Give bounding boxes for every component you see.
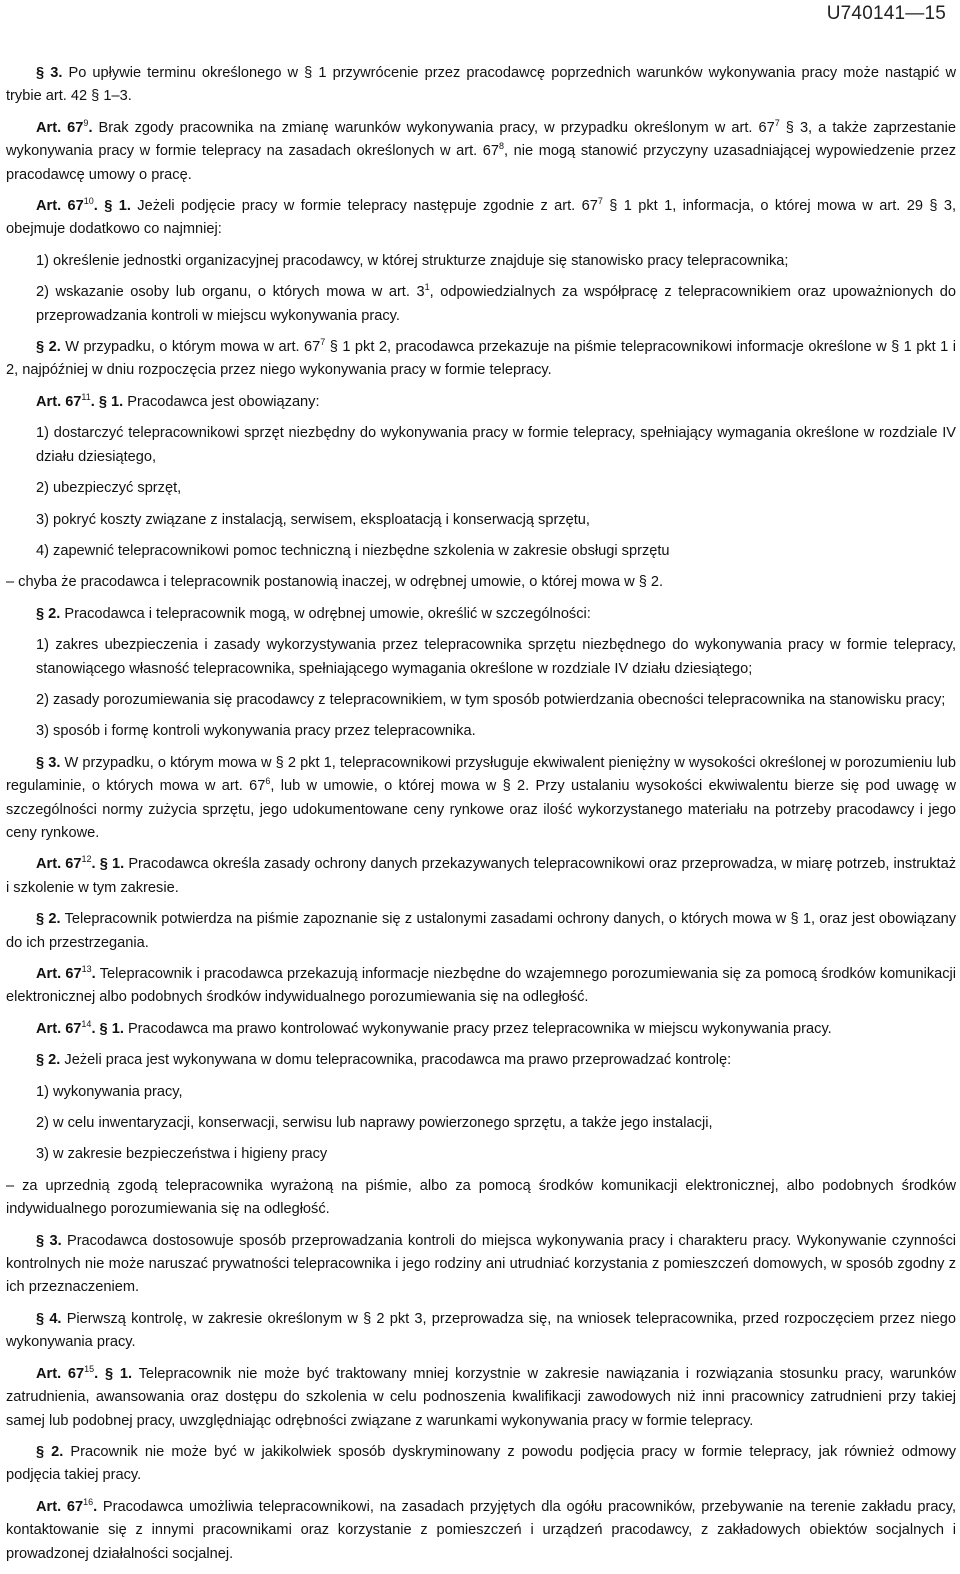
section-marker: § 3. bbox=[36, 1232, 62, 1249]
paragraph-text: Telepracownik i pracodawca przekazują informacje niezbędne do wzajemnego porozumiewania się za pomocą środków komunikacji elektronicznej albo podobnych środków indywidualnego porozumiewania się na odległość. bbox=[6, 966, 957, 1006]
paragraph-text: 3) w zakresie bezpieczeństwa i higieny pracy bbox=[36, 1146, 328, 1163]
paragraph-text: Jeżeli praca jest wykonywana w domu telepracownika, pracodawca ma prawo przeprowadzać kontrolę: bbox=[60, 1052, 732, 1069]
paragraph bbox=[6, 1018, 956, 1041]
paragraph bbox=[6, 1441, 956, 1488]
section-marker: § 3. bbox=[36, 65, 63, 81]
paragraph-text: 2) ubezpieczyć sprzęt, bbox=[36, 480, 182, 497]
list-item bbox=[6, 422, 956, 469]
paragraph bbox=[6, 62, 956, 109]
list-item bbox=[6, 1081, 956, 1104]
section-marker: Art. 67 bbox=[36, 1498, 84, 1515]
paragraph-text: § 1 pkt 1, informacja, o której mowa w art. 29 § 3, obejmuje dodatkowo co najmniej: bbox=[6, 198, 956, 238]
paragraph bbox=[6, 603, 956, 626]
list-item bbox=[6, 250, 956, 273]
section-marker: . § 1. bbox=[93, 198, 131, 215]
paragraph-text: – chyba że pracodawca i telepracownik postanowią inaczej, w odrębnej umowie, o której mowa w § 2. bbox=[6, 574, 664, 591]
list-item bbox=[6, 689, 956, 712]
paragraph bbox=[6, 1049, 956, 1072]
paragraph-text: 1) wykonywania pracy, bbox=[36, 1083, 183, 1100]
section-marker: . bbox=[93, 1498, 98, 1515]
list-item bbox=[6, 720, 956, 743]
paragraph-text: 3) pokryć koszty związane z instalacją, serwisem, eksploatacją i konserwacją sprzętu, bbox=[36, 511, 590, 528]
section-marker: . § 1. bbox=[91, 856, 125, 873]
article-superscript: 1 bbox=[424, 282, 430, 293]
paragraph-text: , lub w umowie, o której mowa w § 2. Przy ustalaniu wysokości ekwiwalentu bierze się pod uwagę w szczególności normy zużycia sprzętu, jego udokumentowane ceny rynkowe oraz ilość wykorzystanego materiału na potrzeby pracodawcy i jego ceny rynkowe. bbox=[6, 778, 956, 841]
section-marker: . bbox=[88, 119, 93, 136]
list-item bbox=[6, 477, 956, 500]
paragraph bbox=[6, 391, 956, 414]
paragraph-text: Brak zgody pracownika na zmianę warunków wykonywania pracy, w przypadku określonym w art. 67 bbox=[92, 119, 775, 136]
paragraph-text: W przypadku, o którym mowa w art. 67 bbox=[60, 339, 321, 356]
article-superscript: 7 bbox=[320, 337, 326, 348]
closing-clause bbox=[6, 1175, 956, 1222]
section-marker: Art. 67 bbox=[36, 856, 82, 873]
paragraph-text: 1) zakres ubezpieczenia i zasady wykorzystywania przez telepracownika sprzętu niezbędnego do wykonywania pracy w formie telepracy, stanowiącego własność telepracownika, spełniającego wymagania określone w rozdziale IV działu dziesiątego; bbox=[36, 637, 956, 677]
paragraph-text: – za uprzednią zgodą telepracownika wyrażoną na piśmie, albo za pomocą środków komunikacji elektronicznej, albo podobnych środków indywidualnego porozumiewania się na odległość. bbox=[6, 1177, 956, 1218]
article-superscript: 13 bbox=[81, 964, 92, 975]
paragraph bbox=[6, 908, 956, 955]
article-superscript: 8 bbox=[499, 141, 505, 152]
section-marker: Art. 67 bbox=[36, 198, 84, 215]
paragraph-text: , nie mogą stanowić przyczyny uzasadniającej wypowiedzenie przez pracodawcę umowy o pracę. bbox=[6, 143, 957, 183]
paragraph-text: 2) wskazanie osoby lub organu, o których mowa w art. 3 bbox=[36, 284, 425, 301]
paragraph-text: Telepracownik nie może być traktowany mniej korzystnie w zakresie nawiązania i rozwiązania stosunku pracy, warunków zatrudnienia, awansowania oraz dostępu do szkolenia w celu podnoszenia kwalifikacji zawodowych niż inni pracownicy zatrudnieni przy takiej samej lub podobnej pracy, uwzględniając odrębności związane z warunkami wykonywania pracy w formie telepracy. bbox=[6, 1365, 956, 1429]
list-item bbox=[6, 634, 956, 681]
section-marker: . § 1. bbox=[90, 393, 124, 410]
paragraph-text: Jeżeli podjęcie pracy w formie telepracy następuje zgodnie z art. 67 bbox=[130, 198, 598, 215]
closing-clause bbox=[6, 571, 956, 594]
paragraph bbox=[6, 1308, 956, 1355]
paragraph-text: Pracodawca jest obowiązany: bbox=[123, 393, 320, 410]
article-superscript: 15 bbox=[84, 1363, 95, 1374]
list-item bbox=[6, 540, 956, 563]
paragraph-text: Pracodawca umożliwia telepracownikowi, na zasadach przyjętych dla ogółu pracowników, przebywanie na terenie zakładu pracy, kontaktowanie się z innymi pracownikami oraz korzystanie z pomieszczeń i urządzeń pracodawcy, z zakładowych obiektów socjalnych i prowadzonej działalności socjalnej. bbox=[6, 1498, 956, 1562]
section-marker: § 3. bbox=[36, 754, 61, 771]
paragraph bbox=[6, 752, 956, 846]
paragraph-text: 2) w celu inwentaryzacji, konserwacji, serwisu lub naprawy powierzonego sprzętu, a także jego instalacji, bbox=[36, 1115, 713, 1132]
paragraph bbox=[6, 853, 956, 900]
paragraph bbox=[6, 195, 956, 242]
section-marker: § 2. bbox=[36, 339, 61, 356]
section-marker: Art. 67 bbox=[36, 1365, 85, 1382]
paragraph-text: 1) określenie jednostki organizacyjnej pracodawcy, w której strukturze znajduje się stanowisko pracy telepracownika; bbox=[36, 252, 789, 269]
section-marker: Art. 67 bbox=[36, 966, 82, 982]
section-marker: . § 1. bbox=[94, 1365, 133, 1382]
paragraph bbox=[6, 117, 956, 187]
article-superscript: 16 bbox=[83, 1496, 94, 1507]
article-superscript: 7 bbox=[597, 196, 603, 207]
paragraph bbox=[6, 963, 956, 1010]
paragraph-text: 1) dostarczyć telepracownikowi sprzęt niezbędny do wykonywania pracy w formie telepracy, spełniający wymagania określone w rozdziale IV działu dziesiątego, bbox=[36, 425, 956, 465]
article-superscript: 7 bbox=[774, 117, 780, 128]
paragraph-text: § 3, a także zaprzestanie wykonywania pracy w formie telepracy na zasadach określonych w art. 67 bbox=[6, 119, 957, 160]
list-item bbox=[6, 1143, 956, 1166]
paragraph bbox=[6, 1230, 956, 1300]
document-header-id: U740141—15 bbox=[826, 3, 946, 24]
paragraph-text: Pracodawca określa zasady ochrony danych przekazywanych telepracownikowi oraz przeprowadza, w miarę potrzeb, instruktaż i szkolenie w tym zakresie. bbox=[6, 856, 956, 896]
article-superscript: 6 bbox=[265, 776, 271, 787]
paragraph-text: Pracownik nie może być w jakikolwiek sposób dyskryminowany z powodu podjęcia pracy w formie telepracy, jak również odmowy podjęcia takiej pracy. bbox=[6, 1443, 957, 1484]
paragraph-text: W przypadku, o którym mowa w § 2 pkt 1, telepracownikowi przysługuje ekwiwalent pieniężny w wysokości określonej w porozumieniu lub regulaminie, o których mowa w art. 67 bbox=[6, 754, 956, 795]
paragraph-text: 2) zasady porozumiewania się pracodawcy z telepracownikiem, w tym sposób potwierdzania obecności telepracownika na stanowisku pracy; bbox=[36, 691, 946, 708]
paragraph bbox=[6, 336, 956, 383]
paragraph-text: Pracodawca ma prawo kontrolować wykonywanie pracy przez telepracownika w miejscu wykonywania pracy. bbox=[123, 1020, 832, 1037]
paragraph-text: Pierwszą kontrolę, w zakresie określonym w § 2 pkt 3, przeprowadza się, na wniosek telepracownika, przed rozpoczęciem przez niego wykonywania pracy. bbox=[6, 1310, 956, 1351]
section-marker: § 2. bbox=[36, 605, 61, 622]
paragraph-text: 4) zapewnić telepracownikowi pomoc techniczną i niezbędne szkolenia w zakresie obsługi sprzętu bbox=[36, 542, 670, 559]
paragraph-text: 3) sposób i formę kontroli wykonywania pracy przez telepracownika. bbox=[36, 723, 476, 740]
paragraph-text: Po upływie terminu określonego w § 1 przywrócenie przez pracodawcę poprzednich warunków wykonywania pracy może nastąpić w trybie art. 42 § 1–3. bbox=[6, 65, 957, 105]
section-marker: . bbox=[91, 966, 96, 982]
list-item bbox=[6, 509, 956, 532]
article-superscript: 9 bbox=[83, 117, 89, 128]
paragraph-text: Pracodawca dostosowuje sposób przeprowadzania kontroli do miejsca wykonywania pracy i charakteru pracy. Wykonywanie czynności kontrolnych nie może naruszać prywatności telepracownika i jego rodziny ani utrudniać korzystania z pomieszczeń domowych, w sposób zgodny z ich przeznaczeniem. bbox=[6, 1232, 956, 1296]
list-item bbox=[6, 281, 956, 328]
section-marker: § 2. bbox=[36, 911, 61, 928]
paragraph-text: Telepracownik potwierdza na piśmie zapoznanie się z ustalonymi zasadami ochrony danych, o których mowa w § 1, oraz jest obowiązany do ich przestrzegania. bbox=[6, 911, 956, 951]
article-superscript: 11 bbox=[81, 392, 91, 403]
document-body bbox=[6, 62, 956, 1574]
paragraph bbox=[6, 1363, 956, 1433]
paragraph-text: § 1 pkt 2, pracodawca przekazuje na piśmie telepracownikowi informacje określone w § 1 pkt 1 i 2, najpóźniej w dniu rozpoczęcia przez niego wykonywania pracy w formie telepracy. bbox=[6, 339, 956, 379]
article-superscript: 14 bbox=[81, 1018, 92, 1029]
section-marker: . § 1. bbox=[91, 1020, 124, 1037]
article-superscript: 12 bbox=[81, 854, 92, 865]
paragraph-text: Pracodawca i telepracownik mogą, w odrębnej umowie, określić w szczególności: bbox=[60, 605, 591, 622]
section-marker: § 2. bbox=[36, 1052, 61, 1069]
article-superscript: 10 bbox=[83, 196, 94, 207]
list-item bbox=[6, 1112, 956, 1135]
paragraph-text: , odpowiedzialnych za współpracę z telepracownikiem oraz upoważnionych do przeprowadzania kontroli w miejscu wykonywania pracy. bbox=[36, 284, 956, 324]
paragraph bbox=[6, 1496, 956, 1566]
section-marker: Art. 67 bbox=[36, 393, 82, 410]
section-marker: § 2. bbox=[36, 1443, 64, 1460]
section-marker: Art. 67 bbox=[36, 1020, 82, 1037]
section-marker: § 4. bbox=[36, 1310, 62, 1327]
section-marker: Art. 67 bbox=[36, 119, 84, 136]
